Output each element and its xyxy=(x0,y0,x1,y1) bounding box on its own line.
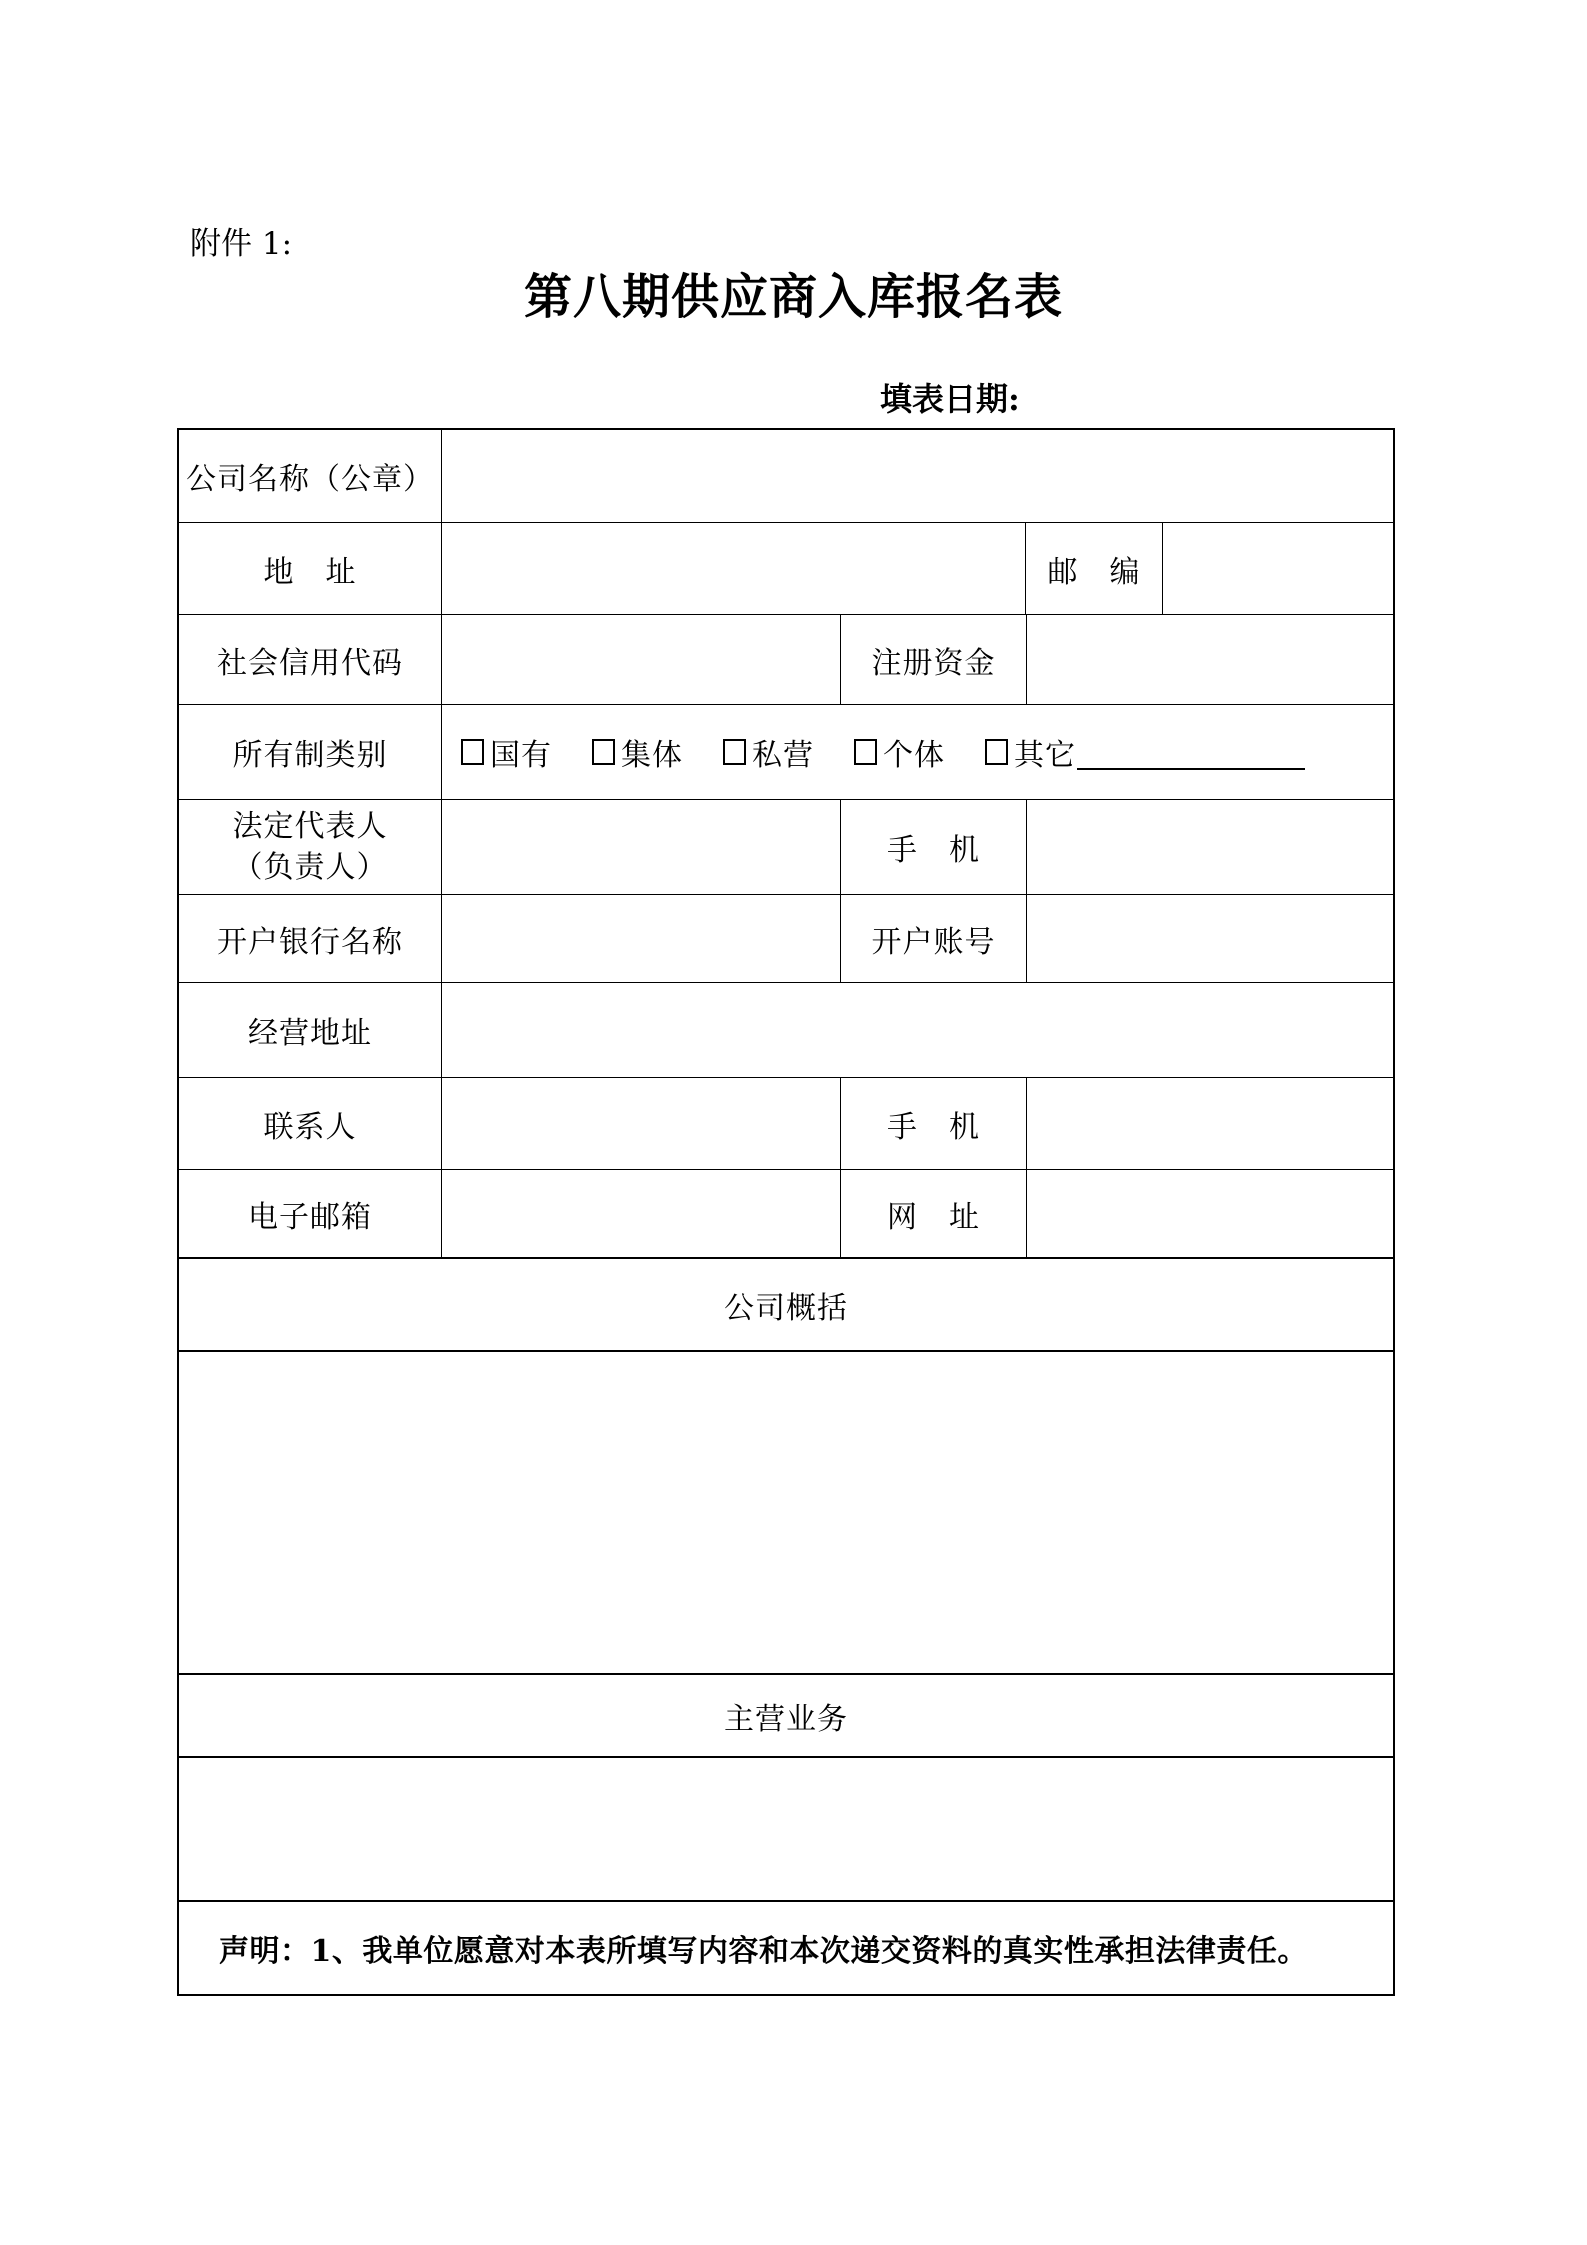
contact-mobile-label: 手 机 xyxy=(841,1078,1027,1169)
other-fill-line[interactable] xyxy=(1077,734,1305,770)
fill-date-label: 填表日期: xyxy=(880,380,1020,418)
mobile-label: 手 机 xyxy=(841,800,1027,894)
checkbox-label: 国有 xyxy=(490,738,552,773)
row-business-address xyxy=(179,983,1393,1078)
website-input-cell[interactable] xyxy=(1027,1170,1393,1257)
contact-input-cell[interactable] xyxy=(442,1078,841,1169)
email-label: 电子邮箱 xyxy=(179,1170,442,1257)
business-address-label: 经营地址 xyxy=(179,983,442,1077)
checkbox-collective[interactable] xyxy=(592,730,683,774)
address-input-cell[interactable] xyxy=(442,523,1026,614)
company-profile-input-cell[interactable] xyxy=(179,1352,1393,1673)
row-company-profile-header xyxy=(179,1259,1393,1352)
registered-capital-label: 注册资金 xyxy=(841,615,1027,704)
registration-table xyxy=(177,428,1395,1996)
company-profile-header: 公司概括 xyxy=(724,1290,848,1326)
registered-capital-input-cell[interactable] xyxy=(1027,615,1393,704)
row-declaration xyxy=(179,1902,1393,1994)
credit-code-input-cell[interactable] xyxy=(442,615,841,704)
row-main-business-header xyxy=(179,1675,1393,1758)
company-name-label: 公司名称（公章） xyxy=(179,430,442,522)
checkbox-icon[interactable] xyxy=(854,739,877,765)
row-address xyxy=(179,523,1393,615)
row-main-business-body xyxy=(179,1758,1393,1902)
bank-name-input-cell[interactable] xyxy=(442,895,841,982)
checkbox-label: 私营 xyxy=(752,738,814,773)
form-title: 第八期供应商入库报名表 xyxy=(523,269,1063,325)
row-company-name xyxy=(179,430,1393,523)
checkbox-other[interactable] xyxy=(985,730,1305,774)
row-company-profile-body xyxy=(179,1352,1393,1675)
row-legal-rep xyxy=(179,800,1393,895)
website-label: 网 址 xyxy=(841,1170,1027,1257)
attachment-label: 附件 1: xyxy=(190,226,293,262)
checkbox-icon[interactable] xyxy=(592,739,615,765)
checkbox-label: 个体 xyxy=(883,738,945,773)
checkbox-icon[interactable] xyxy=(985,739,1008,765)
credit-code-label: 社会信用代码 xyxy=(179,615,442,704)
row-credit-code xyxy=(179,615,1393,705)
email-input-cell[interactable] xyxy=(442,1170,841,1257)
bank-name-label: 开户银行名称 xyxy=(179,895,442,982)
company-name-input-cell[interactable] xyxy=(442,430,1393,522)
main-business-header: 主营业务 xyxy=(724,1701,848,1737)
ownership-label: 所有制类别 xyxy=(179,705,442,799)
row-bank xyxy=(179,895,1393,983)
checkbox-icon[interactable] xyxy=(461,739,484,765)
legal-rep-label-line2: （负责人） xyxy=(232,850,388,885)
contact-mobile-input-cell[interactable] xyxy=(1027,1078,1393,1169)
bank-account-input-cell[interactable] xyxy=(1027,895,1393,982)
declaration-text: 声明：1、我单位愿意对本表所填写内容和本次递交资料的真实性承担法律责任。 xyxy=(219,1934,1308,1969)
checkbox-icon[interactable] xyxy=(723,739,746,765)
address-label: 地 址 xyxy=(179,523,442,614)
legal-rep-input-cell[interactable] xyxy=(442,800,841,894)
legal-rep-label xyxy=(179,800,442,894)
postcode-label: 邮 编 xyxy=(1026,523,1163,614)
postcode-input-cell[interactable] xyxy=(1163,523,1393,614)
row-ownership xyxy=(179,705,1393,800)
business-address-input-cell[interactable] xyxy=(442,983,1393,1077)
checkbox-label: 集体 xyxy=(621,738,683,773)
row-contact xyxy=(179,1078,1393,1170)
main-business-input-cell[interactable] xyxy=(179,1758,1393,1900)
checkbox-private[interactable] xyxy=(723,730,814,774)
checkbox-state-owned[interactable] xyxy=(461,730,552,774)
ownership-options-cell xyxy=(442,705,1393,799)
checkbox-individual[interactable] xyxy=(854,730,945,774)
legal-rep-label-line1: 法定代表人 xyxy=(232,809,388,844)
contact-label: 联系人 xyxy=(179,1078,442,1169)
bank-account-label: 开户账号 xyxy=(841,895,1027,982)
mobile-input-cell[interactable] xyxy=(1027,800,1393,894)
row-email xyxy=(179,1170,1393,1259)
checkbox-label: 其它 xyxy=(1014,738,1076,773)
